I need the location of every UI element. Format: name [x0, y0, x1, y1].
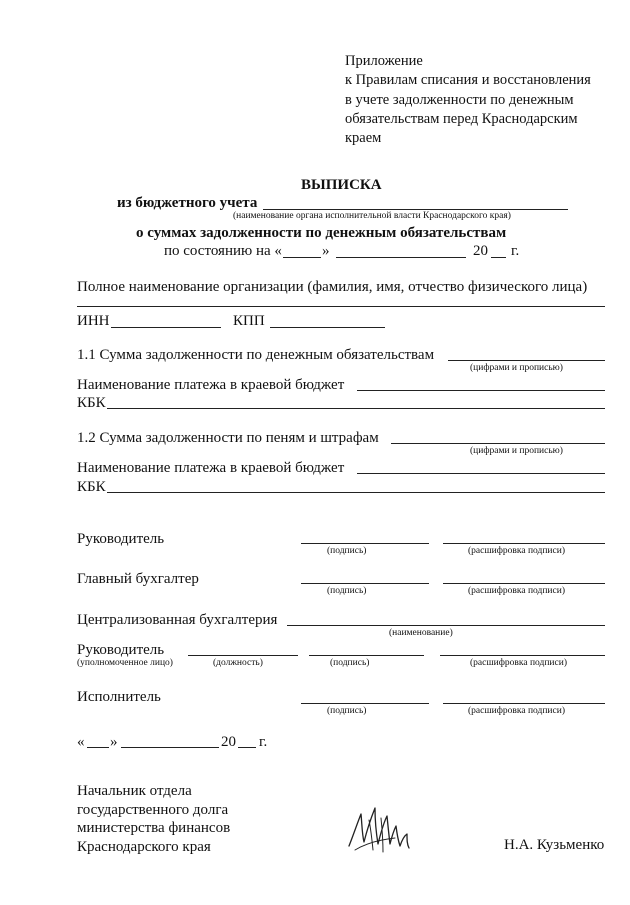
penalty-kbk-field-line[interactable] — [107, 492, 605, 493]
chief-accountant-signature-line[interactable] — [301, 583, 429, 584]
handwritten-signature — [345, 800, 415, 862]
penalty-kbk-label: КБК — [77, 479, 106, 495]
date-year-line[interactable] — [238, 747, 256, 748]
signature-caption: (подпись) — [327, 586, 367, 596]
penalty-payment-name-label: Наименование платежа в краевой бюджет — [77, 460, 345, 476]
document-title: ВЫПИСКА — [301, 177, 382, 193]
centralized-accounting-line[interactable] — [287, 625, 605, 626]
date-suffix: г. — [259, 734, 268, 750]
date-quote-close: » — [110, 734, 118, 750]
date-day-line[interactable] — [87, 747, 109, 748]
as-of-month-line[interactable] — [336, 257, 466, 258]
executor-signature-line[interactable] — [301, 703, 429, 704]
about-debts-label: о суммах задолженности по денежным обязательствам — [136, 225, 507, 241]
date-month-line[interactable] — [121, 747, 219, 748]
debt-obligations-line[interactable] — [448, 360, 605, 361]
signature-caption: (подпись) — [327, 706, 367, 716]
appendix-line: обязательствам перед Краснодарским — [345, 110, 578, 127]
appendix-line: к Правилам списания и восстановления — [345, 72, 591, 89]
as-of-year-line[interactable] — [491, 257, 506, 258]
authority-caption: (наименование органа исполнительной власти Краснодарского края) — [233, 211, 511, 221]
decoding-caption: (расшифровка подписи) — [468, 706, 565, 716]
payment-name-label: Наименование платежа в краевой бюджет — [77, 377, 345, 393]
authorized-head-label: Руководитель — [77, 642, 165, 658]
chief-accountant-label: Главный бухгалтер — [77, 571, 199, 587]
as-of-label: по состоянию на « — [164, 243, 282, 259]
footer-name: Н.А. Кузьменко — [504, 837, 605, 853]
debt-obligations-caption: (цифрами и прописью) — [470, 363, 563, 373]
authorized-signature-line[interactable] — [309, 655, 424, 656]
centralized-accounting-caption: (наименование) — [389, 628, 453, 638]
penalty-payment-name-line[interactable] — [357, 473, 605, 474]
head-decoding-line[interactable] — [443, 543, 605, 544]
authority-field-line[interactable] — [263, 209, 568, 210]
from-budget-label: из бюджетного учета — [117, 195, 258, 211]
appendix-note — [345, 52, 591, 148]
kpp-field-line[interactable] — [270, 327, 385, 328]
signature-caption: (подпись) — [327, 546, 367, 556]
appendix-line: Приложение — [345, 53, 423, 69]
org-full-name-line[interactable] — [77, 306, 605, 307]
authorized-person-caption: (уполномоченное лицо) — [77, 658, 173, 668]
date-year: 20 — [221, 734, 236, 750]
head-signature-line[interactable] — [301, 543, 429, 544]
inn-field-line[interactable] — [111, 327, 221, 328]
executor-label: Исполнитель — [77, 689, 161, 705]
authorized-position-line[interactable] — [188, 655, 298, 656]
footer-position-line: государственного долга — [77, 801, 229, 818]
inn-label: ИНН — [77, 313, 110, 329]
payment-name-line[interactable] — [357, 390, 605, 391]
kbk-label: КБК — [77, 395, 106, 411]
penalty-debt-label: 1.2 Сумма задолженности по пеням и штрафам — [77, 430, 379, 446]
chief-accountant-decoding-line[interactable] — [443, 583, 605, 584]
kpp-label: КПП — [233, 313, 265, 329]
footer-position-line: министерства финансов — [77, 820, 231, 837]
kbk-field-line[interactable] — [107, 408, 605, 409]
as-of-day-line[interactable] — [283, 257, 321, 258]
org-full-name-label: Полное наименование организации (фамилия, имя, отчество физического лица) — [77, 279, 588, 295]
as-of-year: 20 — [473, 243, 488, 259]
footer-position-line: Начальник отдела — [77, 783, 192, 799]
centralized-accounting-label: Централизованная бухгалтерия — [77, 612, 278, 628]
decoding-caption: (расшифровка подписи) — [468, 546, 565, 556]
as-of-quote-close: » — [322, 243, 330, 259]
signature-caption: (подпись) — [330, 658, 370, 668]
executor-decoding-line[interactable] — [443, 703, 605, 704]
as-of-suffix: г. — [511, 243, 520, 259]
head-label: Руководитель — [77, 531, 165, 547]
footer-position — [77, 782, 230, 857]
debt-obligations-label: 1.1 Сумма задолженности по денежным обязательствам — [77, 347, 435, 363]
decoding-caption: (расшифровка подписи) — [470, 658, 567, 668]
appendix-line: краем — [345, 130, 382, 147]
penalty-debt-line[interactable] — [391, 443, 605, 444]
decoding-caption: (расшифровка подписи) — [468, 586, 565, 596]
footer-position-line: Краснодарского края — [77, 839, 211, 856]
date-quote-open: « — [77, 734, 85, 750]
appendix-line: в учете задолженности по денежным — [345, 91, 574, 108]
position-caption: (должность) — [213, 658, 263, 668]
authorized-decoding-line[interactable] — [440, 655, 605, 656]
penalty-debt-caption: (цифрами и прописью) — [470, 446, 563, 456]
